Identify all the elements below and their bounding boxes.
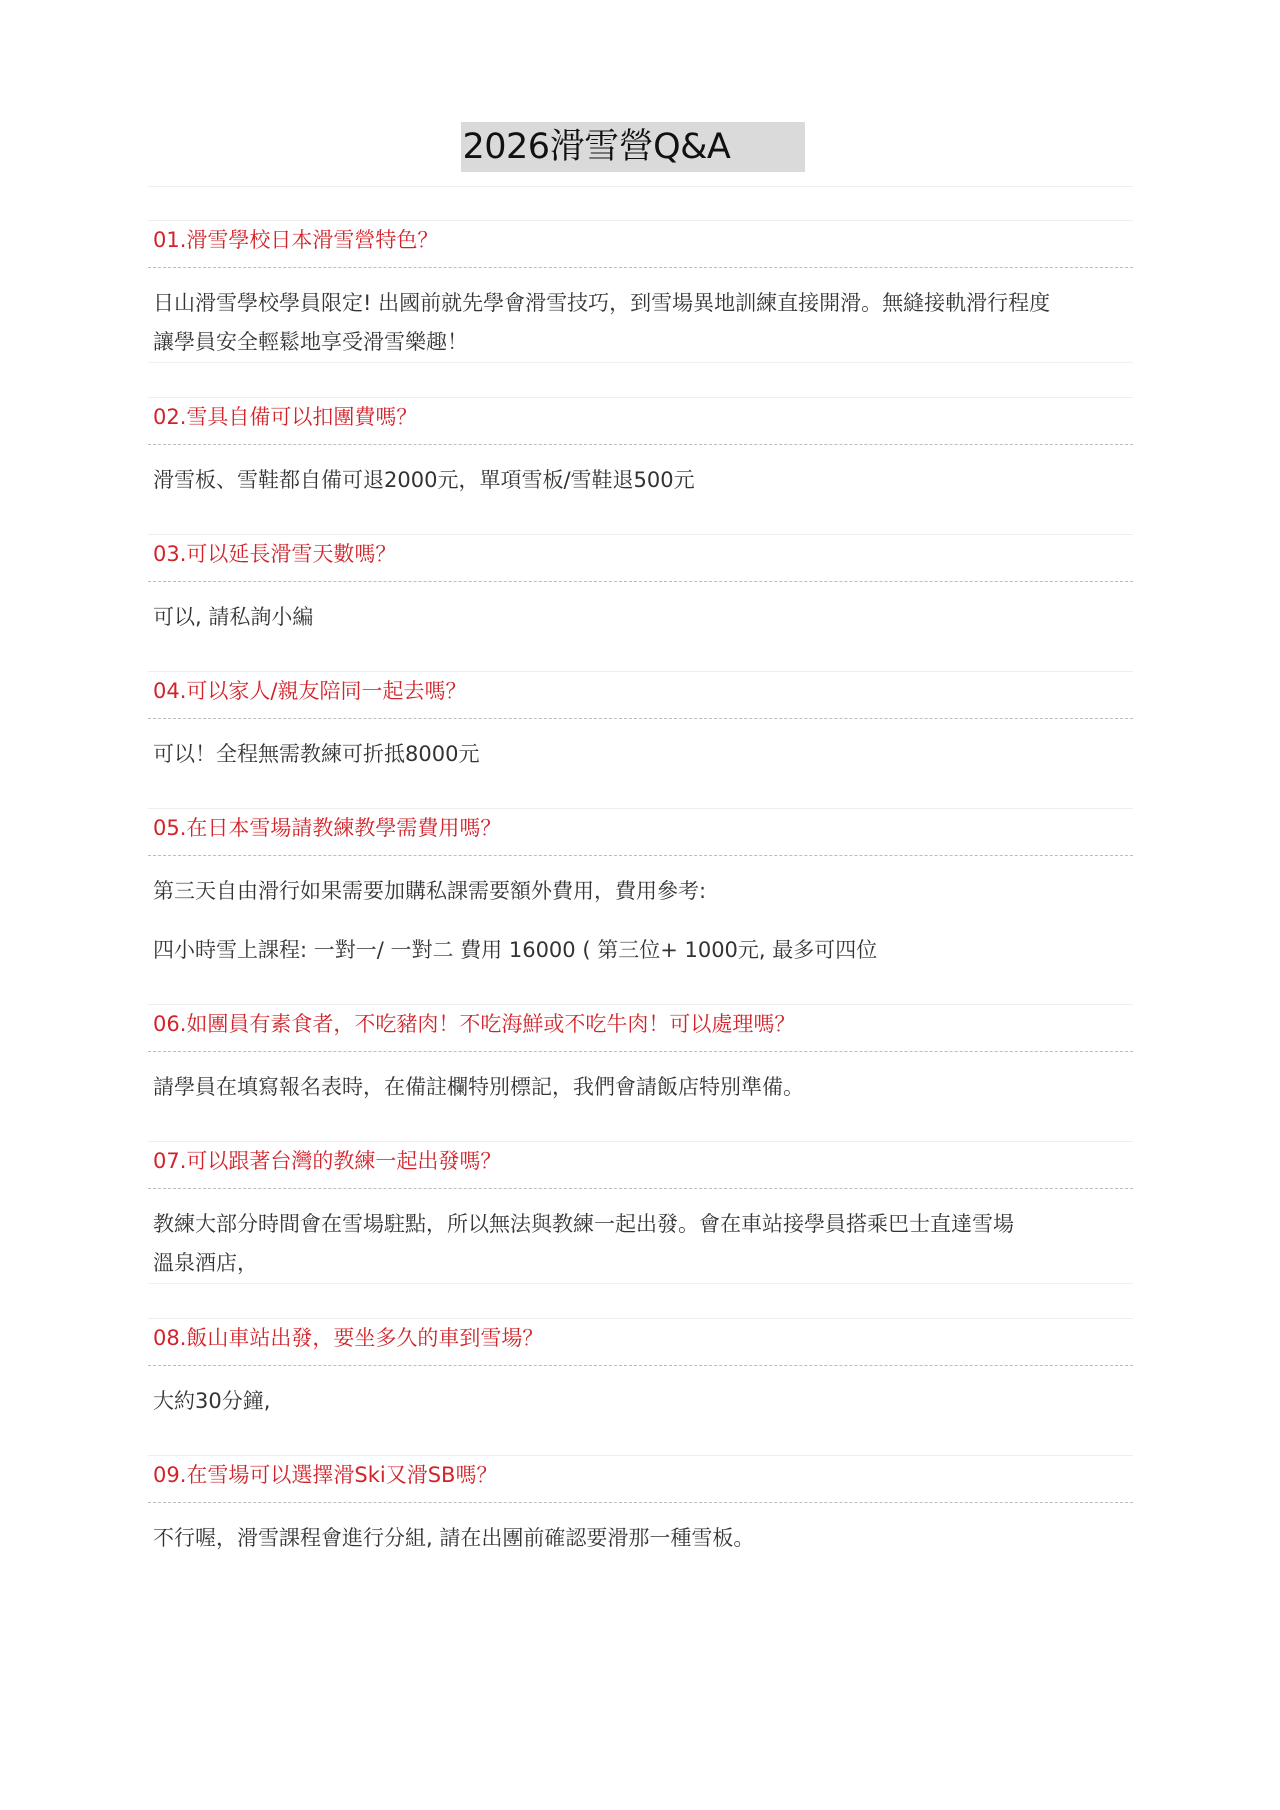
answer-divider <box>148 1283 1133 1284</box>
answer-text <box>148 582 1133 637</box>
answer-text <box>148 445 1133 500</box>
qa-item <box>148 1455 1133 1558</box>
answer-line: 滑雪板、雪鞋都自備可退2000元，單項雪板/雪鞋退500元 <box>153 468 695 492</box>
question-heading: 09.在雪場可以選擇滑Ski又滑SB嗎？ <box>148 1455 1133 1494</box>
question-heading: 08.飯山車站出發，要坐多久的車到雪場？ <box>148 1318 1133 1357</box>
answer-line: 教練大部分時間會在雪場駐點，所以無法與教練一起出發。會在車站接學員搭乘巴士直達雪場 <box>153 1212 1014 1236</box>
answer-line: 請學員在填寫報名表時，在備註欄特別標記，我們會請飯店特別準備。 <box>153 1075 804 1099</box>
answer-line: 溫泉酒店， <box>153 1251 258 1275</box>
answer-line: 可以, 請私詢小編 <box>153 605 314 629</box>
title-wrap <box>132 122 1133 172</box>
answer-line: 可以！全程無需教練可折抵8000元 <box>153 742 480 766</box>
question-heading: 05.在日本雪場請教練教學需費用嗎？ <box>148 808 1133 847</box>
answer-line: 讓學員安全輕鬆地享受滑雪樂趣！ <box>153 330 468 354</box>
answer-line: 第三天自由滑行如果需要加購私課需要額外費用，費用參考: <box>153 879 707 903</box>
qa-item <box>148 220 1133 363</box>
answer-line: 四小時雪上課程: 一對一/ 一對二 費用 16000 ( 第三位+ 1000元, 最多可四位 <box>153 938 878 962</box>
question-heading: 04.可以家人/親友陪同一起去嗎？ <box>148 671 1133 710</box>
qa-item <box>148 397 1133 500</box>
title-divider <box>148 186 1133 187</box>
qa-item <box>148 1004 1133 1107</box>
qa-item <box>148 808 1133 970</box>
qa-item <box>148 671 1133 774</box>
question-heading: 06.如團員有素食者，不吃豬肉！不吃海鮮或不吃牛肉！可以處理嗎？ <box>148 1004 1133 1043</box>
answer-text <box>148 856 1133 970</box>
answer-line: 日山滑雪學校學員限定! 出國前就先學會滑雪技巧，到雪場異地訓練直接開滑。無縫接軌滑行程度 <box>153 291 1051 315</box>
answer-text <box>148 1189 1133 1283</box>
answer-text <box>148 1052 1133 1107</box>
answer-line: 不行喔，滑雪課程會進行分組, 請在出團前確認要滑那一種雪板。 <box>153 1526 755 1550</box>
page-title: 2026滑雪營Q&A <box>461 122 805 172</box>
answer-text <box>148 1503 1133 1558</box>
qa-item <box>148 1141 1133 1284</box>
answer-divider <box>148 362 1133 363</box>
answer-text <box>148 268 1133 362</box>
question-heading: 02.雪具自備可以扣團費嗎？ <box>148 397 1133 436</box>
answer-text <box>148 719 1133 774</box>
answer-text <box>148 1366 1133 1421</box>
question-heading: 01.滑雪學校日本滑雪營特色？ <box>148 220 1133 259</box>
question-heading: 07.可以跟著台灣的教練一起出發嗎？ <box>148 1141 1133 1180</box>
qa-item <box>148 1318 1133 1421</box>
qa-list <box>148 220 1133 1558</box>
answer-line: 大約30分鐘, <box>153 1389 271 1413</box>
question-heading: 03.可以延長滑雪天數嗎？ <box>148 534 1133 573</box>
qa-document <box>148 122 1133 1558</box>
qa-item <box>148 534 1133 637</box>
